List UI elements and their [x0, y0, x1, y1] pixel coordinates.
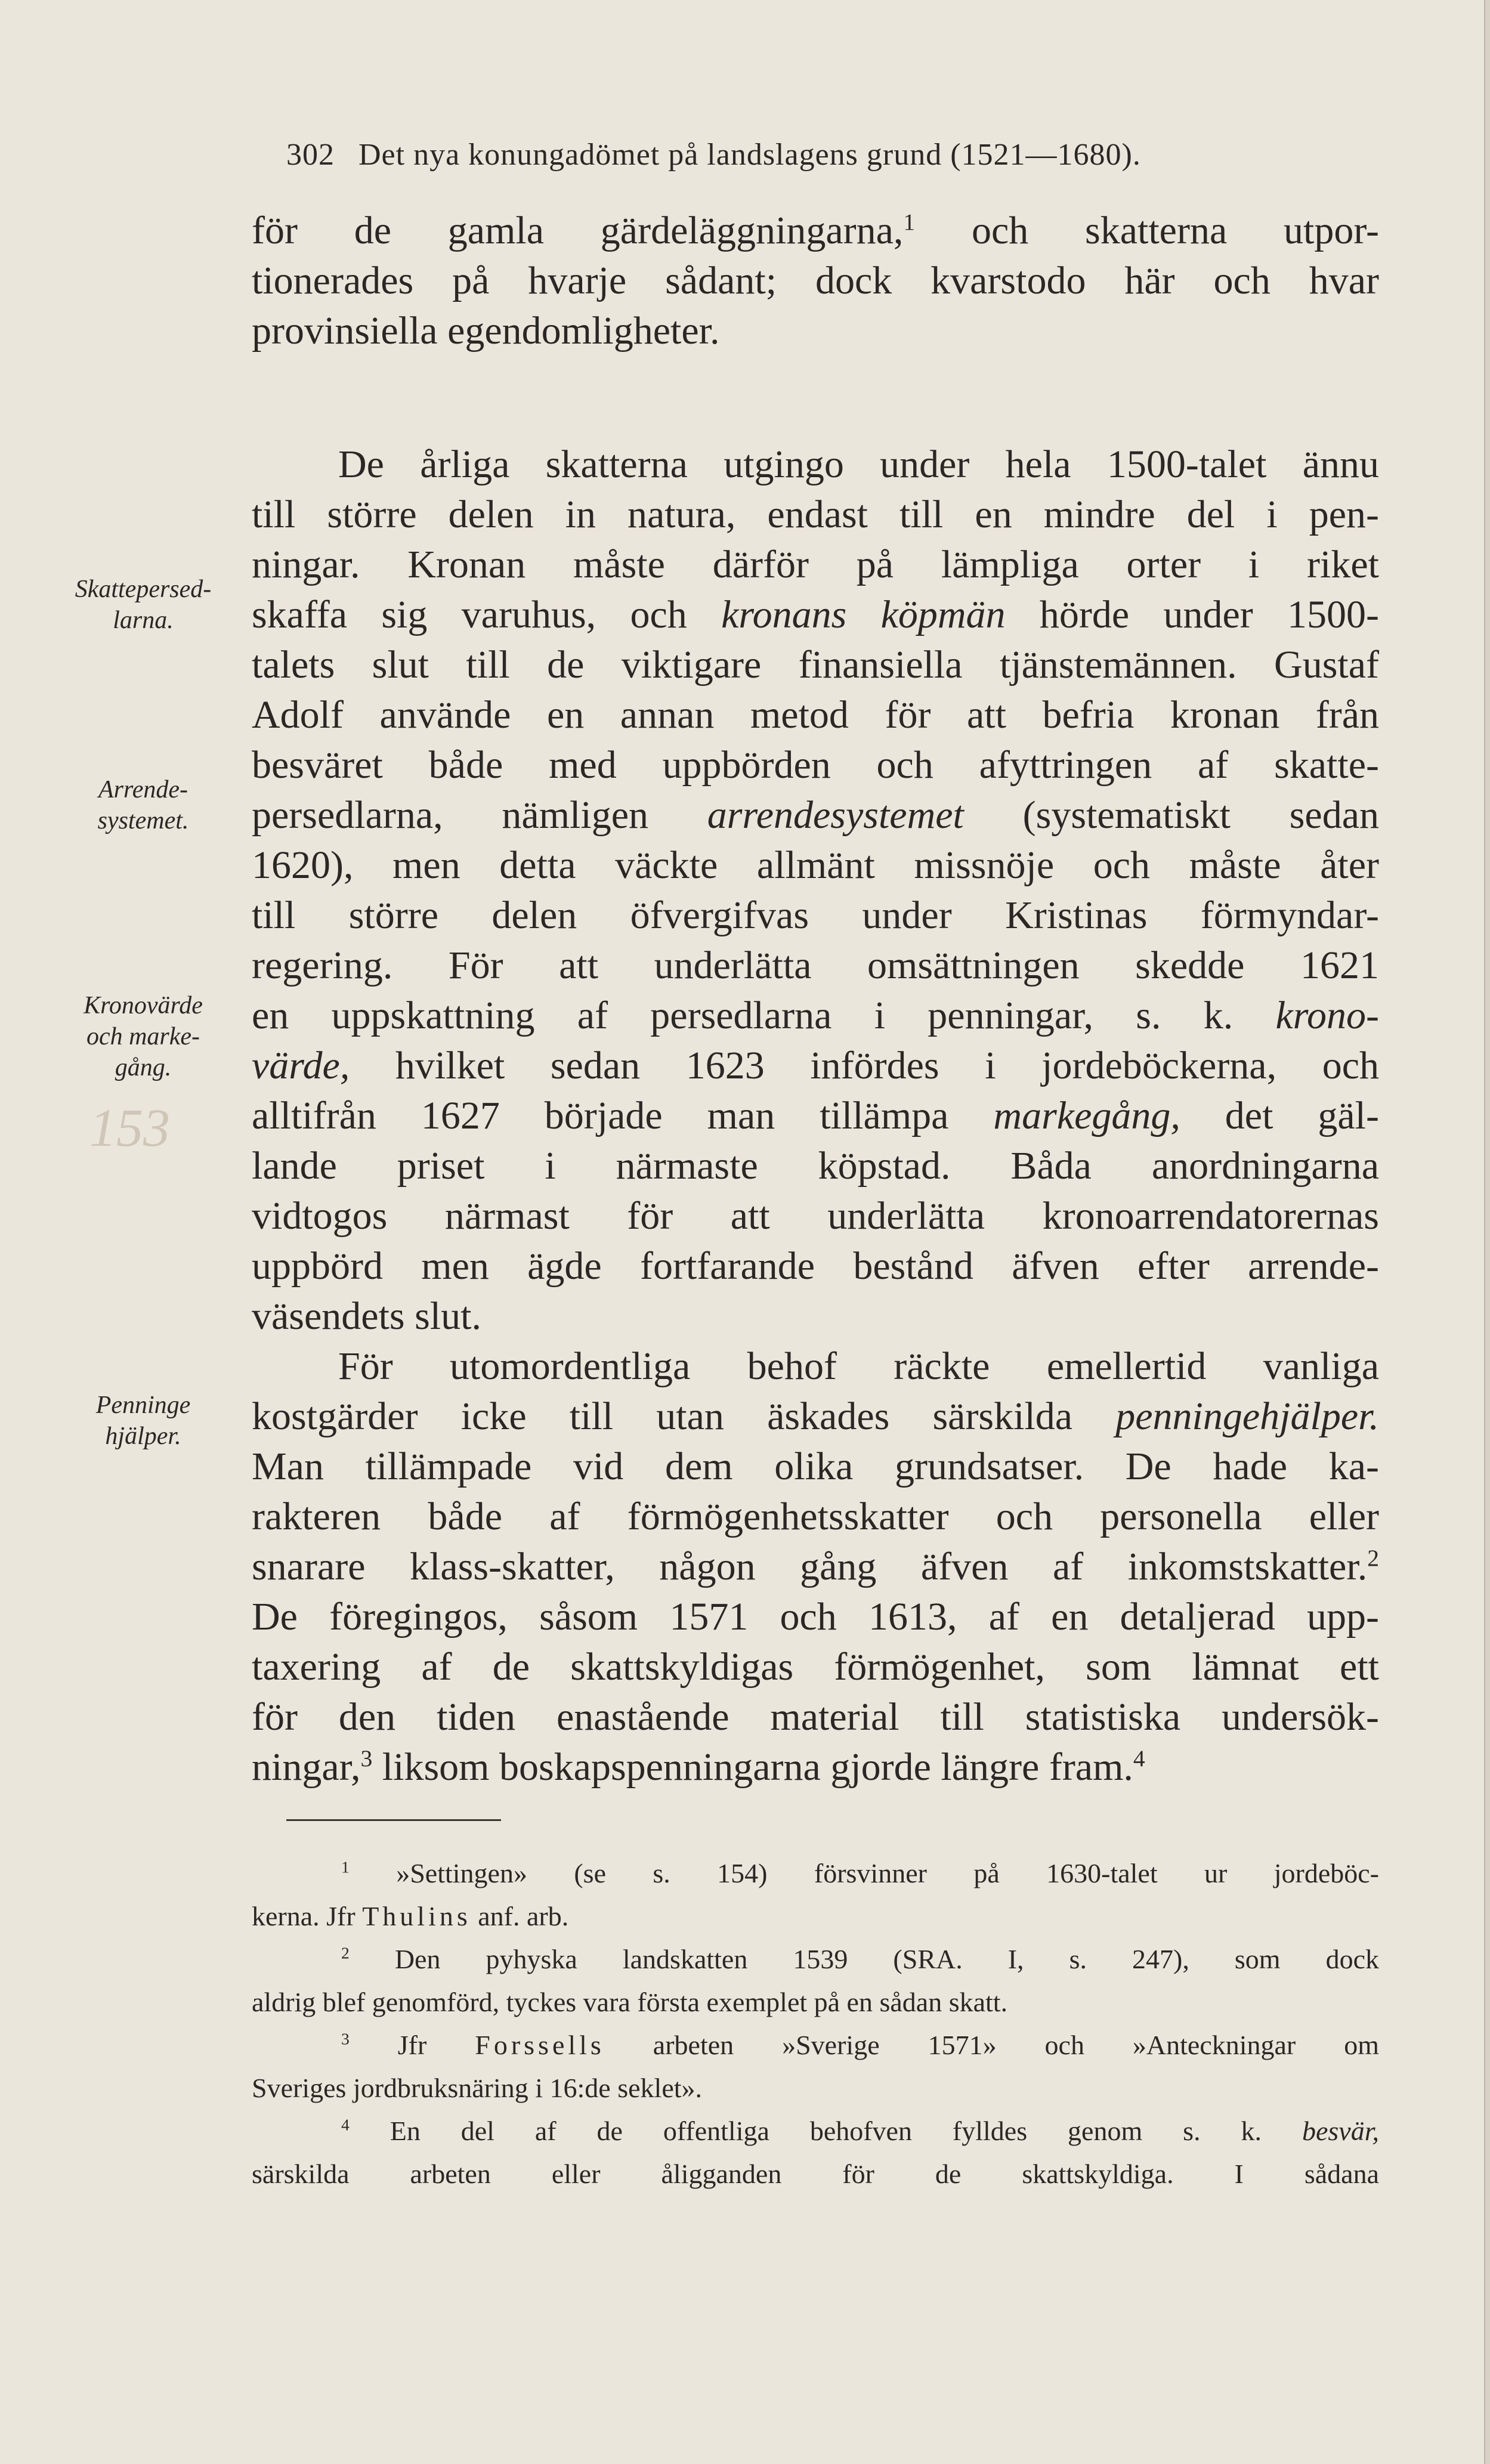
text-line: aldrig blef genomförd, tyckes vara första exemplet på en sådan skatt. [252, 1987, 1008, 2017]
margin-note-line: Kronovärde [84, 992, 203, 1019]
text-line: Sveriges jordbruksnäring i 16:de seklet». [252, 2073, 703, 2103]
text-span: arbeten »Sverige 1571» och »Anteckningar om [604, 2030, 1379, 2060]
text-span: kostgärder icke till utan äskades särskilda [252, 1395, 1116, 1438]
text-line [252, 1852, 1379, 1895]
italic-term: värde, [252, 1044, 350, 1087]
text-line: provinsiella egendomligheter. [252, 309, 720, 353]
text-span: liksom boskapspenningarna gjorde längre fram. [372, 1745, 1133, 1789]
text-line [252, 206, 1379, 256]
margin-note-line: hjälper. [105, 1423, 181, 1450]
text-span: kerna. Jfr [252, 1901, 363, 1931]
margin-note-penningehjalper [48, 1390, 239, 1452]
text-line [252, 1041, 1379, 1091]
footnote-4 [252, 2110, 1379, 2196]
footnote-ref: 3 [360, 1745, 373, 1772]
margin-note-line: Penninge [95, 1392, 191, 1419]
text-span: persedlarna, nämligen [252, 793, 707, 837]
footnote-ref: 4 [1133, 1745, 1145, 1772]
text-line: rakteren både af förmögenhetsskatter och personella eller [252, 1495, 1379, 1538]
text-line [252, 1895, 1379, 1938]
paragraph-2 [252, 440, 1379, 1341]
italic-term: arrendesystemet [707, 793, 964, 837]
text-line [252, 1542, 1379, 1592]
footnote-mark: 1 [341, 1857, 350, 1876]
running-header [286, 137, 1141, 172]
text-span: Jfr [349, 2030, 475, 2060]
text-span: skaffa sig varuhus, och [252, 593, 722, 636]
text-line [252, 790, 1379, 840]
text-span: en uppskattning af persedlarna i penningar, s. k. [252, 994, 1276, 1037]
text-line: För utomordentliga behof räckte emellertid vanliga [338, 1344, 1379, 1388]
margin-note-line: Arrende- [98, 776, 188, 803]
italic-term: besvär, [1302, 2116, 1379, 2146]
footnote-ref: 2 [1367, 1545, 1379, 1571]
text-line: lande priset i närmaste köpstad. Båda anordningarna [252, 1144, 1379, 1188]
text-line: särskilda arbeten eller åligganden för de skattskyldiga. I sådana [252, 2159, 1379, 2189]
text-line: taxering af de skattskyldigas förmögenhet, som lämnat ett [252, 1645, 1379, 1689]
spaced-name: Thulins [362, 1901, 471, 1931]
text-span: alltifrån 1627 började man tillämpa [252, 1094, 994, 1137]
text-span: det gäl- [1180, 1094, 1379, 1137]
text-line: till större delen in natura, endast till en mindre del i pen- [252, 493, 1379, 536]
text-line: 1620), men detta väckte allmänt missnöje och måste åter [252, 843, 1379, 887]
footnote-1 [252, 1852, 1379, 1938]
italic-term: krono- [1275, 994, 1379, 1037]
text-line: besväret både med uppbörden och afyttringen af skatte- [252, 743, 1379, 787]
paragraph-3 [252, 1341, 1379, 1792]
text-span: anf. arb. [471, 1901, 569, 1931]
footnote-mark: 3 [341, 2029, 350, 2048]
text-span: hörde under 1500- [1005, 593, 1380, 636]
text-line [252, 1091, 1379, 1141]
footnote-3 [252, 2024, 1379, 2110]
text-span: »Settingen» (se s. 154) försvinner på 1630-talet ur jordeböc- [349, 1858, 1379, 1888]
text-line [252, 2110, 1379, 2153]
text-line: Man tillämpade vid dem olika grundsatser. De hade ka- [252, 1445, 1379, 1488]
text-line: regering. För att underlätta omsättningen skedde 1621 [252, 944, 1379, 987]
margin-note-line: systemet. [97, 807, 189, 834]
text-line: De föregingos, såsom 1571 och 1613, af en detaljerad upp- [252, 1595, 1379, 1638]
text-line [252, 1742, 1379, 1792]
text-span: Den pyhyska landskatten 1539 (SRA. I, s. 247), som dock [349, 1944, 1379, 1974]
footnote-rule [286, 1819, 501, 1821]
paragraph-1 [252, 206, 1379, 356]
footnotes [252, 1852, 1379, 2196]
margin-note-line: gång. [115, 1054, 172, 1081]
margin-note-line: larna. [113, 607, 174, 634]
text-line [252, 1392, 1379, 1442]
margin-note-skattepersedlarna [48, 574, 239, 636]
text-line: för den tiden enastående material till statistiska undersök- [252, 1695, 1379, 1739]
footnote-ref: 1 [903, 209, 916, 235]
text-line: tionerades på hvarje sådant; dock kvarstodo här och hvar [252, 259, 1379, 302]
margin-note-arrendesystemet [48, 774, 239, 836]
footnote-mark: 2 [341, 1943, 350, 1962]
text-span: En del af de offentliga behofven fylldes genom s. k. [349, 2116, 1302, 2146]
italic-term: markegång, [993, 1094, 1180, 1137]
text-line: till större delen öfvergifvas under Kristinas förmyndar- [252, 894, 1379, 937]
text-line: uppbörd men ägde fortfarande bestånd äfven efter arrende- [252, 1244, 1379, 1288]
text-line [252, 2024, 1379, 2067]
footnote-mark: 4 [341, 2115, 350, 2134]
text-line [252, 590, 1379, 640]
page-edge [1484, 0, 1490, 2464]
text-span: hvilket sedan 1623 infördes i jordeböckerna, och [350, 1044, 1379, 1087]
running-title: Det nya konungadömet på landslagens grund (1521—1680). [358, 138, 1141, 172]
text-line: talets slut till de viktigare finansiella tjänstemännen. Gustaf [252, 643, 1379, 687]
text-line [252, 991, 1379, 1041]
margin-note-line: och marke- [86, 1023, 200, 1050]
text-span: och skatterna utpor- [915, 209, 1379, 252]
text-span: (systematiskt sedan [963, 793, 1379, 837]
margin-note-line: Skattepersed- [75, 576, 212, 603]
faded-stamp: 153 [89, 1099, 170, 1158]
body-text [252, 206, 1379, 1792]
italic-term: penningehjälper. [1115, 1395, 1379, 1438]
text-line: De årliga skatterna utgingo under hela 1500-talet ännu [338, 443, 1379, 486]
italic-term: kronans köpmän [721, 593, 1006, 636]
text-span: ningar, [252, 1745, 361, 1789]
text-line: ningar. Kronan måste därför på lämpliga orter i riket [252, 543, 1379, 586]
text-line: Adolf använde en annan metod för att befria kronan från [252, 693, 1379, 737]
footnote-2 [252, 1938, 1379, 2024]
text-line: vidtogos närmast för att underlätta kronoarrendatorernas [252, 1194, 1379, 1238]
text-span: snarare klass-skatter, någon gång äfven af inkomstskatter. [252, 1545, 1368, 1588]
text-line [252, 1938, 1379, 1981]
text-span: för de gamla gärdeläggningarna, [252, 209, 904, 252]
spaced-name: Forssells [475, 2030, 605, 2060]
text-line: väsendets slut. [252, 1294, 481, 1338]
margin-note-kronovarde [48, 990, 239, 1083]
page-number: 302 [286, 138, 335, 172]
